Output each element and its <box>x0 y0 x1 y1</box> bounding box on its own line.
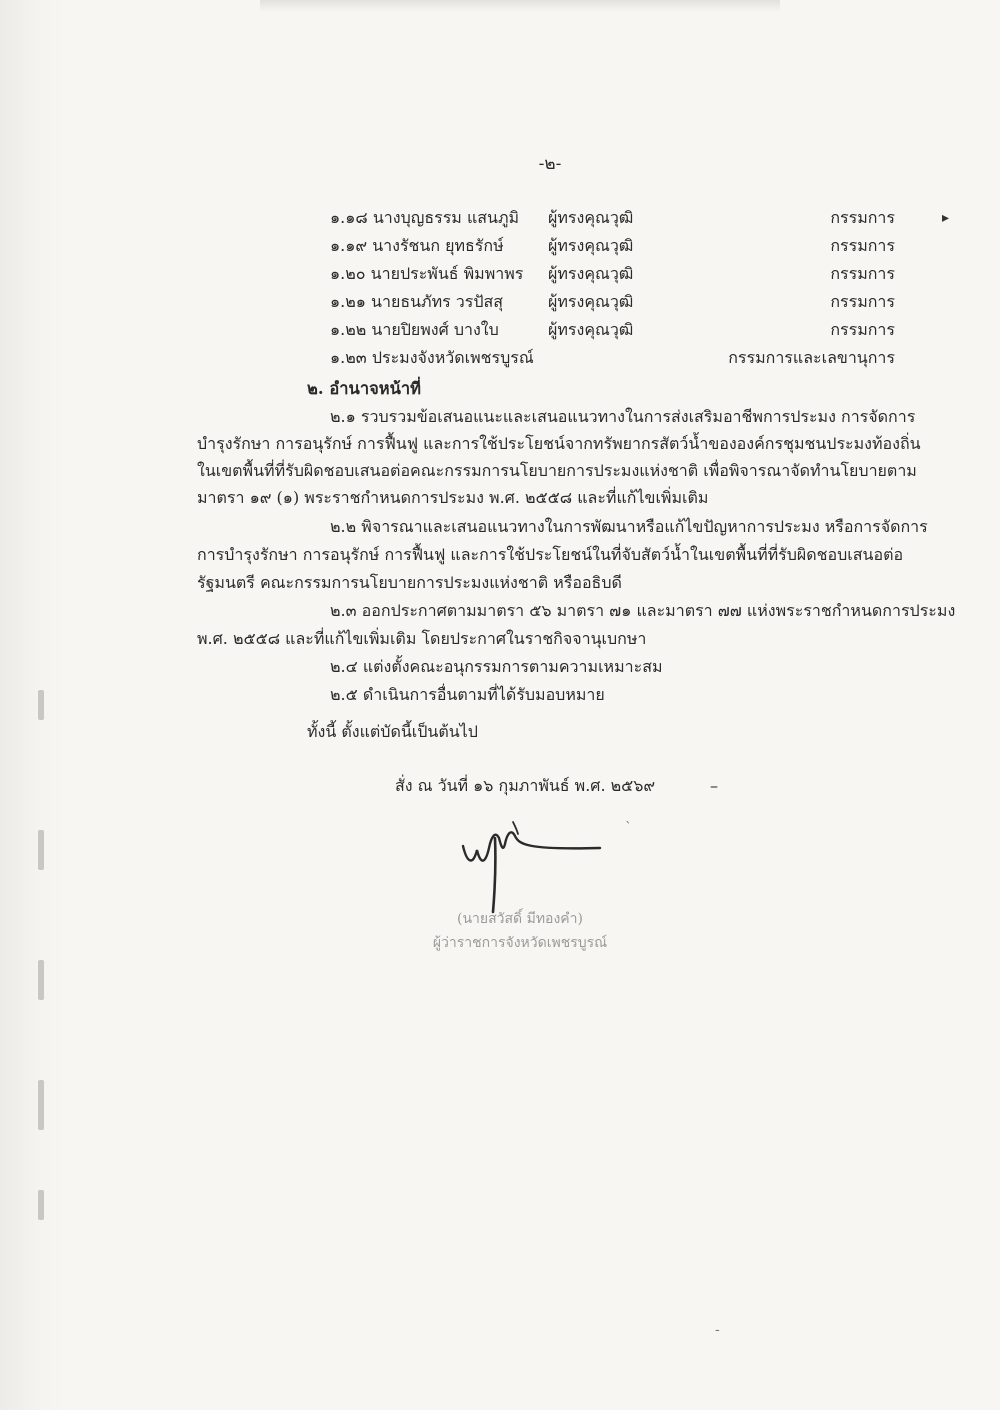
member-row <box>330 345 895 371</box>
paragraph-line: ๒.๒ พิจารณาและเสนอแนวทางในการพัฒนาหรือแก้ไขปัญหาการประมง หรือการจัดการ <box>330 517 928 536</box>
paragraph-line: ในเขตพื้นที่ที่รับผิดชอบเสนอต่อคณะกรรมการนโยบายการประมงแห่งชาติ เพื่อพิจารณาจัดทำนโยบายตาม <box>197 461 917 480</box>
section-heading: ๒. อำนาจหน้าที่ <box>307 379 422 398</box>
member-type: ผู้ทรงคุณวุฒิ <box>548 320 634 339</box>
member-type: ผู้ทรงคุณวุฒิ <box>548 264 634 283</box>
member-name: ๑.๒๓ ประมงจังหวัดเพชรบูรณ์ <box>330 348 534 367</box>
paragraph-line: บำรุงรักษา การอนุรักษ์ การฟื้นฟู และการใช้ประโยชน์จากทรัพยากรสัตว์น้ำขององค์กรชุมชนประมงท้องถิ่น <box>197 434 921 453</box>
member-name: ๑.๒๒ นายปิยพงศ์ บางใบ <box>330 320 499 339</box>
margin-mark <box>38 830 44 870</box>
paragraph-line: ๒.๔ แต่งตั้งคณะอนุกรรมการตามความเหมาะสม <box>330 657 663 676</box>
signatory-title: ผู้ว่าราชการจังหวัดเพชรบูรณ์ <box>432 935 608 951</box>
paragraph-line: การบำรุงรักษา การอนุรักษ์ การฟื้นฟู และการใช้ประโยชน์ในที่จับสัตว์น้ำในเขตพื้นที่ที่รับผิดชอบเสนอต่อ <box>197 545 904 564</box>
effective-clause: ทั้งนี้ ตั้งแต่บัดนี้เป็นต้นไป <box>307 722 478 741</box>
member-name: ๑.๒๐ นายประพันธ์ พิมพาพร <box>330 264 524 283</box>
paragraph-line: พ.ศ. ๒๕๕๘ และที่แก้ไขเพิ่มเติม โดยประกาศในราชกิจจานุเบกษา <box>197 629 647 648</box>
member-role: กรรมการ <box>830 292 895 311</box>
member-type: ผู้ทรงคุณวุฒิ <box>548 236 634 255</box>
member-row <box>330 261 895 287</box>
paragraph-line: ๒.๓ ออกประกาศตามมาตรา ๕๖ มาตรา ๗๑ และมาตรา ๗๗ แห่งพระราชกำหนดการประมง <box>330 601 956 620</box>
member-type: ผู้ทรงคุณวุฒิ <box>548 208 634 227</box>
member-name: ๑.๒๑ นายธนภัทร วรปัสสุ <box>330 292 504 311</box>
scan-top-smudge <box>260 0 780 12</box>
paragraph-line: มาตรา ๑๙ (๑) พระราชกำหนดการประมง พ.ศ. ๒๕๕๘ และที่แก้ไขเพิ่มเติม <box>197 488 709 507</box>
member-row <box>330 233 895 259</box>
member-name: ๑.๑๙ นางรัชนก ยุทธรักษ์ <box>330 236 504 255</box>
member-type: ผู้ทรงคุณวุฒิ <box>548 292 634 311</box>
page-number: -๒- <box>538 154 562 174</box>
member-row <box>330 317 895 343</box>
order-date: สั่ง ณ วันที่ ๑๖ กุมภาพันธ์ พ.ศ. ๒๕๖๙ <box>395 776 656 795</box>
margin-mark <box>38 690 44 720</box>
stray-mark: ▸ <box>942 210 950 226</box>
member-role: กรรมการและเลขานุการ <box>728 348 895 367</box>
member-name: ๑.๑๘ นางบุญธรรม แสนภูมิ <box>330 208 520 227</box>
margin-mark <box>38 1080 44 1130</box>
member-role: กรรมการ <box>830 236 895 255</box>
scan-shadow-edge <box>0 0 70 1410</box>
stray-mark: ` <box>625 820 632 836</box>
dash-mark: – <box>710 776 718 795</box>
signatory-name: (นายสวัสดิ์ มีทองคำ) <box>457 911 583 927</box>
member-role: กรรมการ <box>830 208 895 227</box>
member-row <box>330 205 895 231</box>
handwritten-signature <box>455 808 625 918</box>
margin-mark <box>38 1190 44 1220</box>
member-role: กรรมการ <box>830 320 895 339</box>
paragraph-line: ๒.๑ รวบรวมข้อเสนอแนะและเสนอแนวทางในการส่งเสริมอาชีพการประมง การจัดการ <box>330 407 916 426</box>
member-role: กรรมการ <box>830 264 895 283</box>
paragraph-line: ๒.๕ ดำเนินการอื่นตามที่ได้รับมอบหมาย <box>330 685 605 704</box>
paragraph-line: รัฐมนตรี คณะกรรมการนโยบายการประมงแห่งชาติ หรืออธิบดี <box>197 573 622 592</box>
member-row <box>330 289 895 315</box>
stray-mark: - <box>715 1322 720 1338</box>
margin-mark <box>38 960 44 1000</box>
